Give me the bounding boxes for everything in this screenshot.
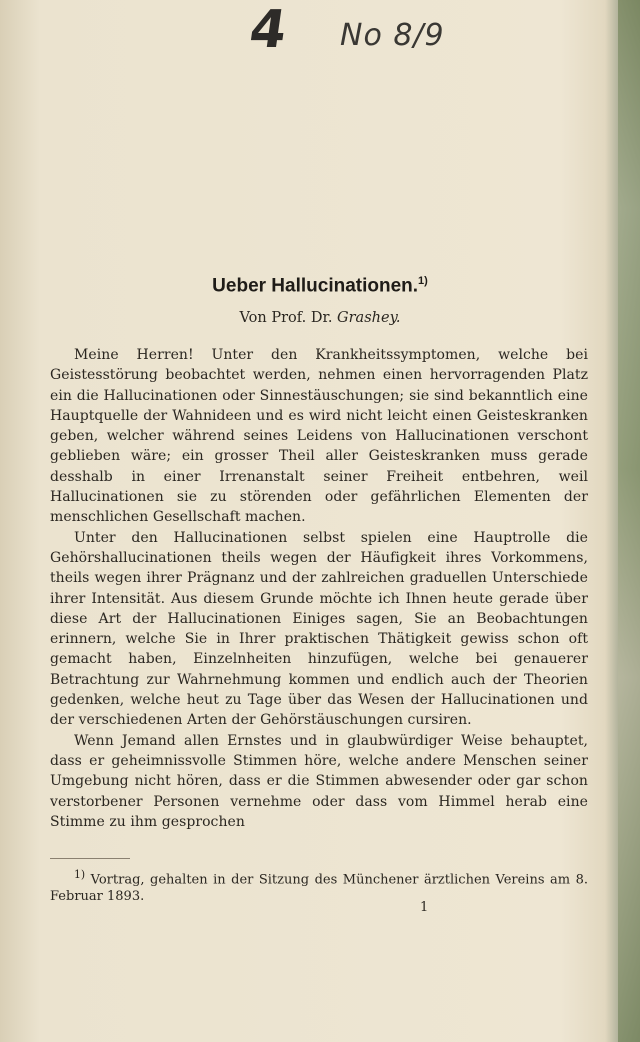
author-prefix: Von Prof. Dr.	[239, 310, 333, 326]
author-name: Grashey.	[337, 310, 401, 326]
paragraph-3: Wenn Jemand allen Ernstes und in glaubwürdiger Weise behauptet, dass er geheimnissvolle Stimmen höre, welche andere Menschen seiner Umgebung nicht hören, dass er die Stimmen abwesender oder gar schon verstorbener Personen vernehme oder dass vom Himmel herab eine Stimme zu ihm gesprochen	[50, 732, 588, 830]
handwritten-mark-number: No 8/9	[340, 18, 445, 53]
article-title	[0, 275, 640, 297]
handwritten-mark-4: 4	[245, 0, 291, 60]
footnote-marker: 1)	[74, 868, 86, 881]
page-number: 1	[420, 900, 429, 915]
footnote	[50, 866, 588, 905]
footnote-text: Vortrag, gehalten in der Sitzung des Münchener ärztlichen Vereins am 8. Februar 1893.	[50, 872, 588, 905]
page-edge-stain	[618, 0, 640, 1042]
footnote-divider	[50, 858, 130, 859]
paragraph-2: Unter den Hallucinationen selbst spielen eine Hauptrolle die Gehörshallucinationen theils wegen der Häufigkeit ihres Vorkommens, theils wegen ihrer Prägnanz und der zahlreichen graduellen Unterschiede ihrer Intensität. Aus diesem Grunde möchte ich Ihnen heute gerade über diese Art der Hallucinationen Einiges sagen, Sie an Beobachtungen erinnern, welche Sie in Ihrer praktischen Thätigkeit gewiss schon oft gemacht haben, Einzelnheiten hinzufügen, welche bei genauerer Betrachtung zur Wahrnehmung kommen und endlich auch der Theorien gedenken, welche heut zu Tage über das Wesen der Hallucinationen und der verschiedenen Arten der Gehörstäuschungen cursiren.	[50, 529, 588, 729]
article-title-text: Ueber Hallucinationen.	[212, 275, 419, 297]
body-text	[50, 345, 588, 832]
author-line	[0, 310, 640, 326]
title-footnote-ref: 1)	[418, 275, 428, 287]
paragraph-1: Meine Herren! Unter den Krankheitssymptomen, welche bei Geistesstörung beobachtet werden, nehmen einen hervorragenden Platz ein die Hallucinationen oder Sinnestäuschungen; sie sind bekanntlich eine Hauptquelle der Wahnideen und es wird nicht leicht einen Geisteskranken geben, welcher während seines Leidens von Hallucinationen verschont geblieben wäre; ein grosser Theil aller Geisteskranken muss gerade desshalb in einer Irrenanstalt seiner Freiheit entbehren, weil Hallucinationen sie zu störenden oder gefährlichen Elementen der menschlichen Gesellschaft machen.	[50, 347, 588, 526]
